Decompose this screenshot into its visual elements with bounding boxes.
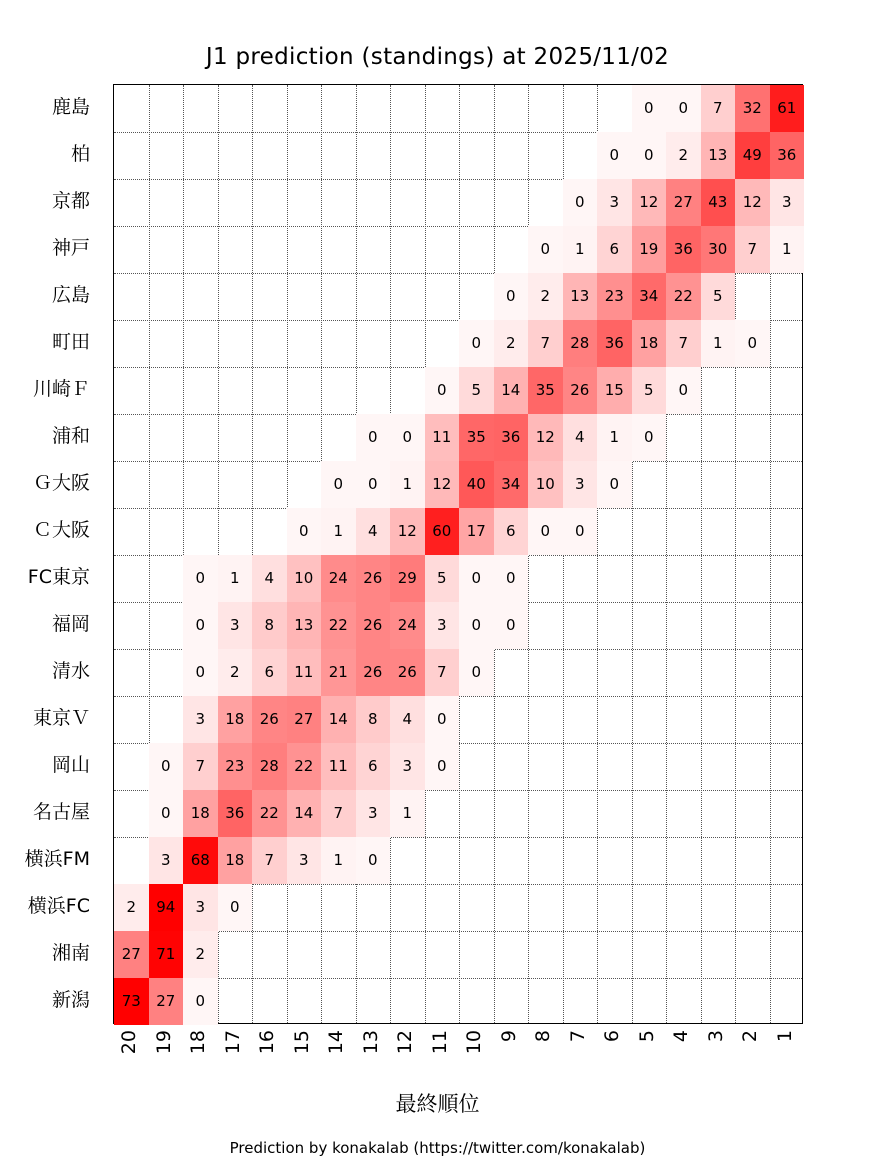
heatmap-cell: 0 bbox=[528, 508, 563, 555]
heatmap-cell: 34 bbox=[632, 273, 667, 320]
heatmap-cell: 0 bbox=[597, 132, 632, 179]
heatmap-cell: 3 bbox=[563, 461, 598, 508]
heatmap-cell: 3 bbox=[770, 179, 805, 226]
x-axis-labels bbox=[113, 1030, 803, 1090]
heatmap-cell: 0 bbox=[632, 132, 667, 179]
heatmap-cell: 13 bbox=[563, 273, 598, 320]
heatmap-cell: 27 bbox=[149, 978, 184, 1025]
heatmap-cell: 43 bbox=[701, 179, 736, 226]
x-axis-tick-label: 15 bbox=[290, 1030, 313, 1055]
heatmap-cell: 0 bbox=[425, 696, 460, 743]
y-axis-tick-label: 町田 bbox=[51, 330, 90, 353]
heatmap-cell: 10 bbox=[528, 461, 563, 508]
heatmap-cell: 18 bbox=[632, 320, 667, 367]
heatmap-cell: 13 bbox=[287, 602, 322, 649]
heatmap-cell: 1 bbox=[321, 508, 356, 555]
heatmap-cell: 26 bbox=[390, 649, 425, 696]
heatmap-cell: 36 bbox=[666, 226, 701, 273]
heatmap-cell: 0 bbox=[632, 414, 667, 461]
heatmap-cell: 23 bbox=[218, 743, 253, 790]
heatmap-cell: 0 bbox=[563, 508, 598, 555]
heatmap-cell: 3 bbox=[218, 602, 253, 649]
heatmap-cell: 14 bbox=[494, 367, 529, 414]
heatmap-cell: 3 bbox=[183, 884, 218, 931]
heatmap-cell: 60 bbox=[425, 508, 460, 555]
heatmap-cell: 35 bbox=[459, 414, 494, 461]
y-axis-tick-label: 東京Ｖ bbox=[32, 706, 90, 729]
heatmap-cell: 26 bbox=[356, 649, 391, 696]
heatmap-cell: 5 bbox=[459, 367, 494, 414]
heatmap-cell: 68 bbox=[183, 837, 218, 884]
heatmap-cell: 0 bbox=[494, 555, 529, 602]
y-axis-tick-label: 横浜FC bbox=[27, 894, 90, 917]
y-axis-tick-label: 柏 bbox=[70, 142, 90, 165]
heatmap-cell: 12 bbox=[528, 414, 563, 461]
heatmap-cell: 22 bbox=[666, 273, 701, 320]
heatmap-cell: 11 bbox=[287, 649, 322, 696]
heatmap-cell: 4 bbox=[563, 414, 598, 461]
heatmap-cell: 15 bbox=[597, 367, 632, 414]
heatmap-cell: 0 bbox=[287, 508, 322, 555]
heatmap-cell: 0 bbox=[356, 461, 391, 508]
heatmap-cell: 0 bbox=[149, 743, 184, 790]
heatmap-cell: 0 bbox=[218, 884, 253, 931]
heatmap-cell: 24 bbox=[390, 602, 425, 649]
heatmap-cell: 27 bbox=[666, 179, 701, 226]
heatmap-cell: 4 bbox=[252, 555, 287, 602]
heatmap-cell: 3 bbox=[425, 602, 460, 649]
heatmap-cell: 40 bbox=[459, 461, 494, 508]
heatmap-cell: 1 bbox=[390, 461, 425, 508]
heatmap-cell: 8 bbox=[252, 602, 287, 649]
heatmap-cell: 0 bbox=[666, 367, 701, 414]
heatmap-cell: 3 bbox=[183, 696, 218, 743]
y-axis-tick-label: 横浜FM bbox=[24, 847, 90, 870]
heatmap-cell: 22 bbox=[321, 602, 356, 649]
x-axis-tick-label: 14 bbox=[325, 1030, 348, 1055]
heatmap-cell: 3 bbox=[390, 743, 425, 790]
heatmap-cell: 11 bbox=[321, 743, 356, 790]
heatmap-cell: 12 bbox=[735, 179, 770, 226]
heatmap-cell: 36 bbox=[770, 132, 805, 179]
x-axis-tick-label: 4 bbox=[670, 1030, 693, 1043]
heatmap-cell: 6 bbox=[597, 226, 632, 273]
heatmap-cell: 0 bbox=[321, 461, 356, 508]
heatmap-cell: 0 bbox=[528, 226, 563, 273]
heatmap-cell: 22 bbox=[287, 743, 322, 790]
heatmap-cell: 1 bbox=[701, 320, 736, 367]
heatmap-cell: 7 bbox=[701, 85, 736, 132]
y-axis-tick-label: Ｃ大阪 bbox=[32, 518, 90, 541]
chart-title: J1 prediction (standings) at 2025/11/02 bbox=[205, 44, 670, 70]
heatmap-cell: 3 bbox=[149, 837, 184, 884]
x-axis-tick-label: 19 bbox=[152, 1030, 175, 1055]
heatmap-cell: 14 bbox=[321, 696, 356, 743]
heatmap-cell: 1 bbox=[218, 555, 253, 602]
heatmap-cell: 5 bbox=[425, 555, 460, 602]
heatmap-cell: 0 bbox=[356, 414, 391, 461]
heatmap-cell: 0 bbox=[356, 837, 391, 884]
x-axis-tick-label: 13 bbox=[359, 1030, 382, 1055]
heatmap-cell: 23 bbox=[597, 273, 632, 320]
heatmap-cell: 0 bbox=[183, 602, 218, 649]
x-axis-tick-label: 5 bbox=[635, 1030, 658, 1043]
cell-layer bbox=[114, 85, 802, 1023]
heatmap-cell: 1 bbox=[770, 226, 805, 273]
heatmap-cell: 27 bbox=[114, 931, 149, 978]
heatmap-cell: 7 bbox=[183, 743, 218, 790]
x-axis-tick-label: 12 bbox=[394, 1030, 417, 1055]
heatmap-cell: 7 bbox=[321, 790, 356, 837]
heatmap-cell: 73 bbox=[114, 978, 149, 1025]
heatmap-cell: 0 bbox=[183, 978, 218, 1025]
heatmap-cell: 18 bbox=[218, 837, 253, 884]
heatmap-cell: 1 bbox=[597, 414, 632, 461]
y-axis-tick-label: FC東京 bbox=[27, 565, 90, 588]
heatmap-cell: 36 bbox=[218, 790, 253, 837]
heatmap-cell: 36 bbox=[494, 414, 529, 461]
y-axis-tick-label: 川崎Ｆ bbox=[32, 377, 90, 400]
heatmap-cell: 26 bbox=[356, 602, 391, 649]
heatmap-cell: 27 bbox=[287, 696, 322, 743]
y-axis-tick-label: 神戸 bbox=[51, 236, 90, 259]
x-axis-tick-label: 20 bbox=[118, 1030, 141, 1055]
x-axis-title: 最終順位 bbox=[395, 1092, 480, 1116]
heatmap-cell: 1 bbox=[563, 226, 598, 273]
heatmap-cell: 49 bbox=[735, 132, 770, 179]
y-axis-tick-label: 福岡 bbox=[51, 612, 90, 635]
heatmap-cell: 3 bbox=[597, 179, 632, 226]
x-axis-tick-label: 6 bbox=[601, 1030, 624, 1043]
heatmap-cell: 32 bbox=[735, 85, 770, 132]
heatmap-cell: 18 bbox=[183, 790, 218, 837]
x-axis-tick-label: 3 bbox=[704, 1030, 727, 1043]
heatmap-cell: 0 bbox=[425, 367, 460, 414]
heatmap-cell: 34 bbox=[494, 461, 529, 508]
heatmap-cell: 12 bbox=[632, 179, 667, 226]
y-axis-tick-label: 新潟 bbox=[51, 988, 90, 1011]
heatmap-cell: 13 bbox=[701, 132, 736, 179]
y-axis-tick-label: 湘南 bbox=[51, 941, 90, 964]
heatmap-cell: 94 bbox=[149, 884, 184, 931]
heatmap-cell: 71 bbox=[149, 931, 184, 978]
heatmap-cell: 6 bbox=[494, 508, 529, 555]
heatmap-cell: 3 bbox=[356, 790, 391, 837]
heatmap-cell: 24 bbox=[321, 555, 356, 602]
heatmap-cell: 5 bbox=[632, 367, 667, 414]
heatmap-cell: 1 bbox=[321, 837, 356, 884]
heatmap-cell: 2 bbox=[183, 931, 218, 978]
x-axis-tick-label: 18 bbox=[187, 1030, 210, 1055]
heatmap-cell: 1 bbox=[390, 790, 425, 837]
y-axis-tick-label: 鹿島 bbox=[51, 95, 90, 118]
heatmap-cell: 0 bbox=[459, 602, 494, 649]
heatmap-cell: 28 bbox=[563, 320, 598, 367]
heatmap-cell: 18 bbox=[218, 696, 253, 743]
heatmap-cell: 0 bbox=[183, 555, 218, 602]
heatmap-cell: 6 bbox=[356, 743, 391, 790]
heatmap-cell: 7 bbox=[425, 649, 460, 696]
heatmap-cell: 61 bbox=[770, 85, 805, 132]
heatmap-cell: 29 bbox=[390, 555, 425, 602]
heatmap-cell: 30 bbox=[701, 226, 736, 273]
heatmap-cell: 0 bbox=[563, 179, 598, 226]
heatmap-cell: 0 bbox=[390, 414, 425, 461]
heatmap-cell: 2 bbox=[218, 649, 253, 696]
heatmap-cell: 14 bbox=[287, 790, 322, 837]
x-axis-tick-label: 7 bbox=[566, 1030, 589, 1043]
heatmap-cell: 7 bbox=[252, 837, 287, 884]
heatmap-cell: 4 bbox=[356, 508, 391, 555]
heatmap-cell: 4 bbox=[390, 696, 425, 743]
heatmap-cell: 0 bbox=[597, 461, 632, 508]
y-axis-tick-label: 岡山 bbox=[51, 753, 90, 776]
plot-area bbox=[113, 84, 803, 1024]
heatmap-cell: 0 bbox=[494, 602, 529, 649]
heatmap-cell: 35 bbox=[528, 367, 563, 414]
y-axis-tick-label: 清水 bbox=[51, 659, 90, 682]
heatmap-cell: 2 bbox=[666, 132, 701, 179]
heatmap-cell: 7 bbox=[528, 320, 563, 367]
heatmap-cell: 0 bbox=[494, 273, 529, 320]
heatmap-cell: 0 bbox=[425, 743, 460, 790]
heatmap-cell: 7 bbox=[735, 226, 770, 273]
heatmap-cell: 2 bbox=[114, 884, 149, 931]
heatmap-cell: 36 bbox=[597, 320, 632, 367]
heatmap-cell: 0 bbox=[666, 85, 701, 132]
heatmap-cell: 3 bbox=[287, 837, 322, 884]
heatmap-cell: 7 bbox=[666, 320, 701, 367]
heatmap-cell: 26 bbox=[356, 555, 391, 602]
x-axis-tick-label: 9 bbox=[497, 1030, 520, 1043]
x-axis-tick-label: 11 bbox=[428, 1030, 451, 1055]
heatmap-cell: 0 bbox=[149, 790, 184, 837]
heatmap-cell: 2 bbox=[494, 320, 529, 367]
y-axis-tick-label: 広島 bbox=[51, 283, 90, 306]
heatmap-cell: 0 bbox=[632, 85, 667, 132]
footer-credit: Prediction by konakalab (https://twitter.com/konakalab) bbox=[229, 1139, 646, 1157]
heatmap-cell: 26 bbox=[563, 367, 598, 414]
y-axis-tick-label: 京都 bbox=[51, 189, 90, 212]
heatmap-cell: 11 bbox=[425, 414, 460, 461]
x-axis-tick-label: 2 bbox=[739, 1030, 762, 1043]
heatmap-cell: 28 bbox=[252, 743, 287, 790]
x-axis-tick-label: 8 bbox=[532, 1030, 555, 1043]
x-axis-tick-label: 16 bbox=[256, 1030, 279, 1055]
heatmap-cell: 10 bbox=[287, 555, 322, 602]
heatmap-cell: 2 bbox=[528, 273, 563, 320]
y-axis-tick-label: Ｇ大阪 bbox=[32, 471, 90, 494]
x-axis-tick-label: 10 bbox=[463, 1030, 486, 1055]
heatmap-cell: 6 bbox=[252, 649, 287, 696]
heatmap-cell: 0 bbox=[459, 649, 494, 696]
heatmap-cell: 17 bbox=[459, 508, 494, 555]
heatmap-cell: 0 bbox=[735, 320, 770, 367]
heatmap-cell: 0 bbox=[459, 555, 494, 602]
heatmap-cell: 5 bbox=[701, 273, 736, 320]
heatmap-cell: 12 bbox=[390, 508, 425, 555]
heatmap-cell: 8 bbox=[356, 696, 391, 743]
y-axis-labels bbox=[0, 84, 100, 1024]
heatmap-cell: 0 bbox=[459, 320, 494, 367]
y-axis-tick-label: 浦和 bbox=[51, 424, 90, 447]
x-axis-tick-label: 17 bbox=[221, 1030, 244, 1055]
heatmap-cell: 0 bbox=[183, 649, 218, 696]
y-axis-tick-label: 名古屋 bbox=[32, 800, 90, 823]
x-axis-tick-label: 1 bbox=[773, 1030, 796, 1043]
heatmap-cell: 26 bbox=[252, 696, 287, 743]
heatmap-cell: 19 bbox=[632, 226, 667, 273]
heatmap-cell: 21 bbox=[321, 649, 356, 696]
heatmap-cell: 12 bbox=[425, 461, 460, 508]
heatmap-cell: 22 bbox=[252, 790, 287, 837]
